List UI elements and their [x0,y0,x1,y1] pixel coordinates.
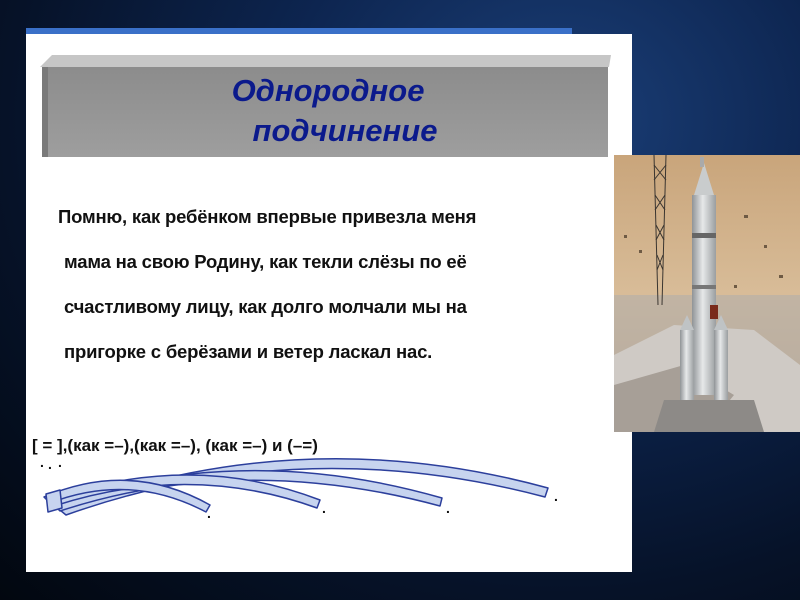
dot-marker: . [207,505,211,521]
title-line-2: подчинение [252,113,438,148]
sentence-line-4: пригорке с берёзами и ветер ласкал нас. [64,341,433,362]
dot-marker: . [40,454,44,470]
dot-marker: . [446,500,450,516]
arc-base [46,490,62,512]
dot-marker: . [58,454,62,470]
dot-marker: . [322,500,326,516]
dot-marker: . [554,488,558,504]
sentence-line-1: Помню, как ребёнком впервые привезла меня [58,206,477,227]
sentence-line-3: счастливому лицу, как долго молчали мы на [64,296,467,317]
title-line-1: Однородное [231,73,425,108]
dot-marker: . [48,456,52,472]
sentence-scheme: [ = ],(как =–),(как =–), (как =–) и (–=) [32,436,318,455]
sentence-line-2: мама на свою Родину, как текли слёзы по её [64,251,467,272]
